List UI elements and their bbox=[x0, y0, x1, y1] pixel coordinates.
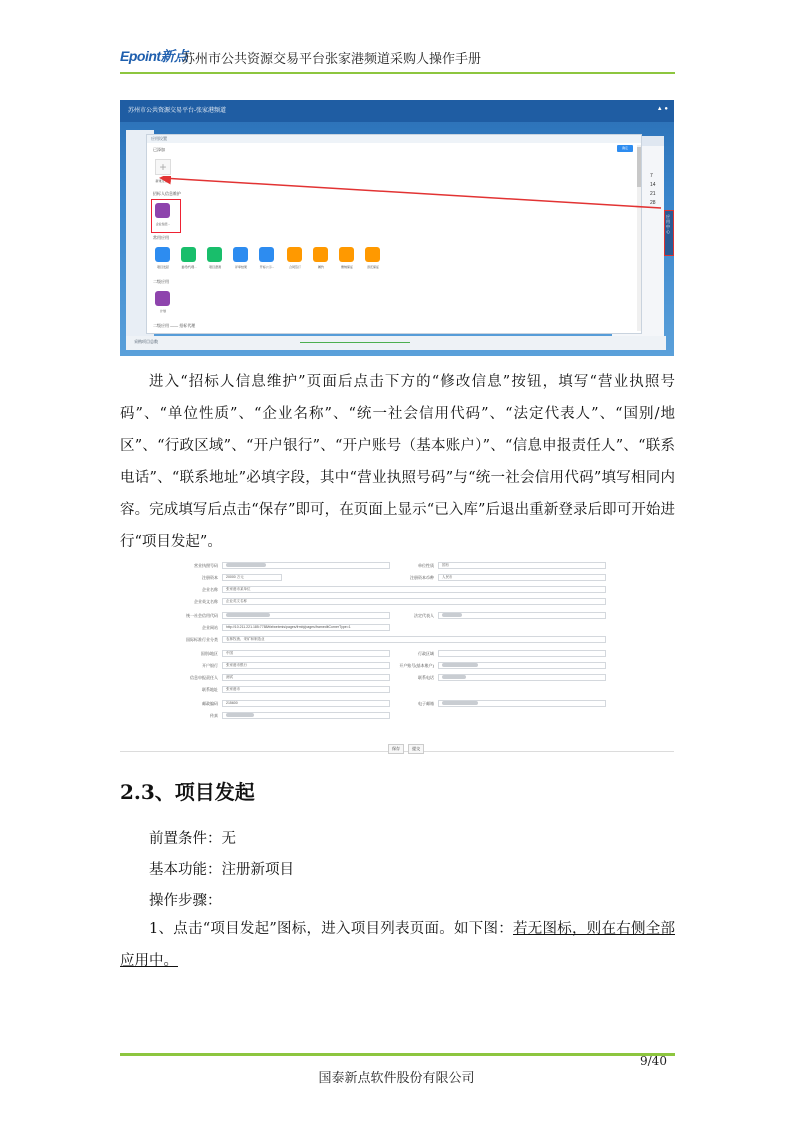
red-arrow bbox=[156, 176, 662, 210]
zip-field[interactable]: 215600 bbox=[222, 700, 390, 707]
clarify-icon[interactable] bbox=[207, 247, 222, 262]
section-group2: 二级应用 bbox=[153, 279, 169, 284]
label-currency: 注册资本币种 bbox=[410, 575, 434, 580]
steps-label: 操作步骤： bbox=[149, 893, 222, 909]
credit-code-field[interactable] bbox=[222, 612, 390, 619]
currency-select[interactable]: 人民币 bbox=[438, 574, 606, 581]
section-added: 已添加 bbox=[153, 147, 165, 152]
label-fax: 传真 bbox=[210, 713, 218, 718]
label-website: 企业网站 bbox=[202, 625, 218, 630]
label-address: 联系地址 bbox=[202, 687, 218, 692]
industry-select[interactable]: 农林牧渔、采矿和制造业 bbox=[222, 636, 606, 643]
step-1-text: 1、点击“项目发起”图标，进入项目列表页面。如下图： bbox=[149, 921, 514, 937]
document-title: 苏州市公共资源交易平台张家港频道采购人操作手册 bbox=[182, 52, 482, 67]
label-license: 营业执照号码 bbox=[194, 563, 218, 568]
step-1-paragraph bbox=[120, 913, 675, 977]
tile-label: 评审结果 bbox=[234, 265, 247, 269]
app-settings-dialog bbox=[146, 134, 642, 334]
precondition-label: 前置条件： bbox=[149, 831, 222, 847]
calendar-day[interactable]: 21 bbox=[650, 191, 656, 197]
footer-divider bbox=[120, 1053, 675, 1056]
screenshot-app-settings bbox=[120, 100, 674, 356]
dialog-title: 应用设置 bbox=[147, 135, 641, 143]
label-region: 行政区域 bbox=[418, 651, 434, 656]
english-name-field[interactable]: 企业英文名称 bbox=[222, 598, 606, 605]
label-zip: 邮政编码 bbox=[202, 701, 218, 706]
precondition-value: 无 bbox=[221, 831, 236, 847]
page-header bbox=[120, 44, 675, 72]
screenshot-enterprise-form bbox=[120, 556, 674, 752]
header-divider bbox=[120, 72, 675, 74]
label-country: 国别/地区 bbox=[200, 651, 218, 656]
capital-field[interactable]: 20000 万元 bbox=[222, 574, 282, 581]
add-app-icon[interactable]: + bbox=[155, 159, 171, 175]
country-select[interactable]: 中国 bbox=[222, 650, 390, 657]
legal-rep-field[interactable] bbox=[438, 612, 606, 619]
paragraph-text: 进入“招标人信息维护”页面后点击下方的“修改信息”按钮，填写“营业执照号码”、“单位性质”、“企业名称”、“统一社会信用代码”、“法定代表人”、“国别/地区”、“行政区域”、“开户银行”、“开户账号（基本账户）”、“信息申报责任人”、“联系电话”、“联系地址”必填字段，其中“营业执照号码”与“统一社会信用代码”填写相同内容。完成填写后点击“保存”即可，在页面上显示“已入库”后退出重新登录后即可开始进行“项目发起”。 bbox=[120, 374, 675, 550]
project-launch-icon[interactable] bbox=[155, 247, 170, 262]
save-button[interactable]: 保存 bbox=[388, 744, 404, 754]
label-reporter: 信息申报责任人 bbox=[190, 675, 218, 680]
performance-icon[interactable] bbox=[313, 247, 328, 262]
label-bank: 开户银行 bbox=[202, 663, 218, 668]
app-topbar bbox=[120, 100, 674, 122]
step-1-note: 若无图标，则在右侧全部应用中。 bbox=[120, 921, 675, 969]
company-name: 国泰新点软件股份有限公司 bbox=[318, 1071, 475, 1086]
section-common: 常用应用 bbox=[153, 235, 169, 240]
tile-label: 退还保证 bbox=[366, 265, 379, 269]
section-heading: 2.3、项目发起 bbox=[120, 780, 255, 804]
account-field[interactable] bbox=[438, 662, 606, 669]
fax-field[interactable] bbox=[222, 712, 390, 719]
calendar-day[interactable]: 28 bbox=[650, 200, 656, 206]
label-unit-nature: 单位性质 bbox=[418, 563, 434, 568]
precondition-line bbox=[149, 827, 236, 848]
submit-button[interactable]: 提交 bbox=[408, 744, 424, 754]
progress-line bbox=[300, 342, 410, 343]
phone-field[interactable] bbox=[438, 674, 606, 681]
tile-label: 项目澄清 bbox=[208, 265, 221, 269]
label-account: 开户账号(基本账户) bbox=[399, 663, 434, 668]
tile-label: 项目发起 bbox=[156, 265, 169, 269]
deposit-icon[interactable] bbox=[339, 247, 354, 262]
label-legal-rep: 法定代表人 bbox=[414, 613, 434, 618]
delegate-icon[interactable] bbox=[181, 247, 196, 262]
page-number: 9/40 bbox=[640, 1054, 667, 1068]
function-label: 基本功能： bbox=[149, 862, 222, 878]
label-email: 电子邮箱 bbox=[418, 701, 434, 706]
enterprise-info-label: 企业信息... bbox=[155, 222, 171, 226]
license-field[interactable] bbox=[222, 562, 390, 569]
tile-label: 开标公示... bbox=[259, 265, 275, 269]
reporter-field[interactable]: 测试 bbox=[222, 674, 390, 681]
form-buttons bbox=[388, 744, 427, 754]
calendar-day[interactable]: 7 bbox=[650, 173, 653, 179]
tile-label: 合同签订 bbox=[288, 265, 301, 269]
label-industry: 国际标准行业分类 bbox=[186, 637, 218, 642]
section-maintain: 招标人信息维护 bbox=[153, 191, 181, 196]
instruction-paragraph bbox=[120, 366, 675, 558]
app-center-tab-label: 应用中心 bbox=[666, 214, 670, 234]
contract-icon[interactable] bbox=[287, 247, 302, 262]
new-app-label: 新建文件夹 bbox=[155, 179, 171, 183]
address-field[interactable]: 张家港市 bbox=[222, 686, 390, 693]
bid-open-icon[interactable] bbox=[259, 247, 274, 262]
plan-label: 计划 bbox=[159, 309, 166, 313]
user-icon[interactable]: ▲ ● bbox=[656, 106, 668, 112]
label-capital: 注册资本 bbox=[202, 575, 218, 580]
unit-nature-select[interactable]: 国有 bbox=[438, 562, 606, 569]
plan-icon[interactable] bbox=[155, 291, 170, 306]
tile-label: 缴纳保证 bbox=[340, 265, 353, 269]
done-button[interactable]: 确定 bbox=[617, 145, 633, 152]
label-company: 企业名称 bbox=[202, 587, 218, 592]
epoint-logo: Epoint新点 bbox=[120, 48, 188, 64]
function-value: 注册新项目 bbox=[221, 862, 294, 878]
label-english-name: 企业英文名称 bbox=[194, 599, 218, 604]
bank-field[interactable]: 张家港市银行 bbox=[222, 662, 390, 669]
region-select[interactable] bbox=[438, 650, 606, 657]
website-field[interactable]: http://10.211.221.185:7788/tfzfwebmis/pages/frmbj/pages/frameditCornerType=1 bbox=[222, 624, 390, 631]
label-credit-code: 统一社会信用代码 bbox=[186, 613, 218, 618]
function-line bbox=[149, 858, 294, 879]
refund-icon[interactable] bbox=[365, 247, 380, 262]
tile-label: 委托/代理... bbox=[181, 265, 197, 269]
label-phone: 联系电话 bbox=[418, 675, 434, 680]
company-name-field[interactable]: 张家港市某单位 bbox=[222, 586, 606, 593]
section-group3: 二级应用 —— 招标代理 bbox=[153, 323, 196, 328]
email-field[interactable] bbox=[438, 700, 606, 707]
review-icon[interactable] bbox=[233, 247, 248, 262]
calendar-day[interactable]: 14 bbox=[650, 182, 656, 188]
status-bar bbox=[126, 336, 666, 350]
tile-label: 履约 bbox=[317, 265, 324, 269]
app-title: 苏州市公共资源交易平台-张家港频道 bbox=[128, 108, 226, 114]
steps-line bbox=[149, 889, 222, 910]
status-bar-text: 采购项目总数 bbox=[134, 339, 158, 344]
